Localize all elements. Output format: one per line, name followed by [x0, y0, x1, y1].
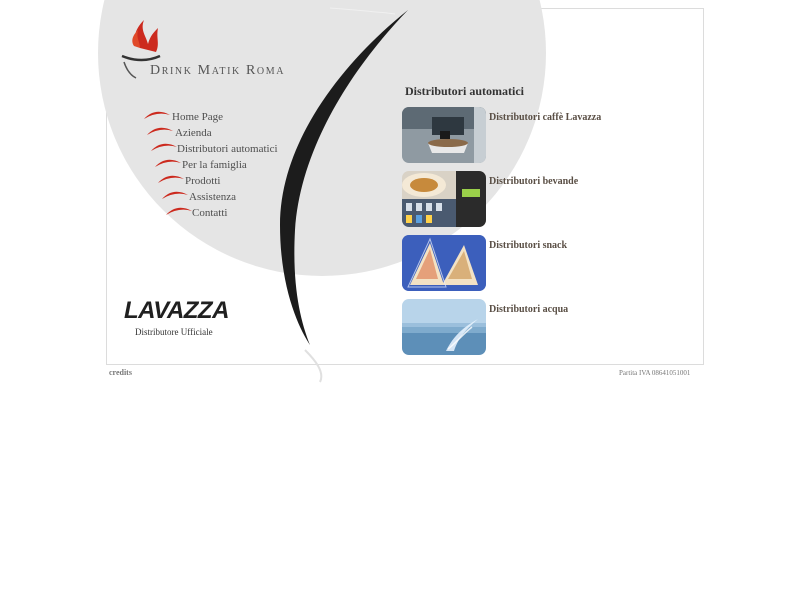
nav-item-label: Distributori automatici: [177, 143, 278, 155]
red-swoosh-icon: [157, 171, 185, 185]
nav-item-label: Home Page: [172, 111, 224, 123]
product-item-bevande[interactable]: [402, 171, 702, 228]
product-item-label: Distributori snack: [489, 240, 568, 251]
product-item-label: Distributori caffè Lavazza: [489, 112, 602, 123]
red-swoosh-icon: [146, 123, 174, 137]
nav-item-label: Azienda: [175, 127, 212, 139]
red-swoosh-icon: [154, 155, 182, 169]
espresso-machine-photo: [402, 107, 486, 163]
product-item-label: Distributori acqua: [489, 304, 569, 315]
credits-link[interactable]: credits: [109, 368, 132, 377]
sandwich-photo: [402, 235, 486, 291]
product-item-label: Distributori bevande: [489, 176, 579, 187]
product-item-caffe-lavazza[interactable]: [402, 107, 702, 164]
red-swoosh-icon: [143, 107, 171, 121]
brand-name: Drink Matik Roma: [150, 63, 286, 78]
product-item-acqua[interactable]: [402, 299, 702, 356]
red-swoosh-icon: [165, 203, 193, 217]
beverage-vending-photo: [402, 171, 486, 227]
lavazza-tagline: Distributore Ufficiale: [135, 327, 213, 337]
product-item-snack[interactable]: [402, 235, 702, 292]
lavazza-logo[interactable]: LAVAZZA: [124, 297, 229, 324]
nav-item-label: Assistenza: [189, 191, 237, 203]
nav-item-label: Per la famiglia: [182, 159, 247, 171]
red-swoosh-icon: [150, 139, 178, 153]
water-splash-photo: [402, 299, 486, 355]
section-title: Distributori automatici: [405, 84, 524, 98]
nav-item-label: Prodotti: [185, 175, 221, 187]
nav-item-label: Contatti: [192, 207, 228, 219]
vat-number: Partita IVA 08641051001: [619, 369, 691, 377]
red-swoosh-icon: [161, 187, 189, 201]
